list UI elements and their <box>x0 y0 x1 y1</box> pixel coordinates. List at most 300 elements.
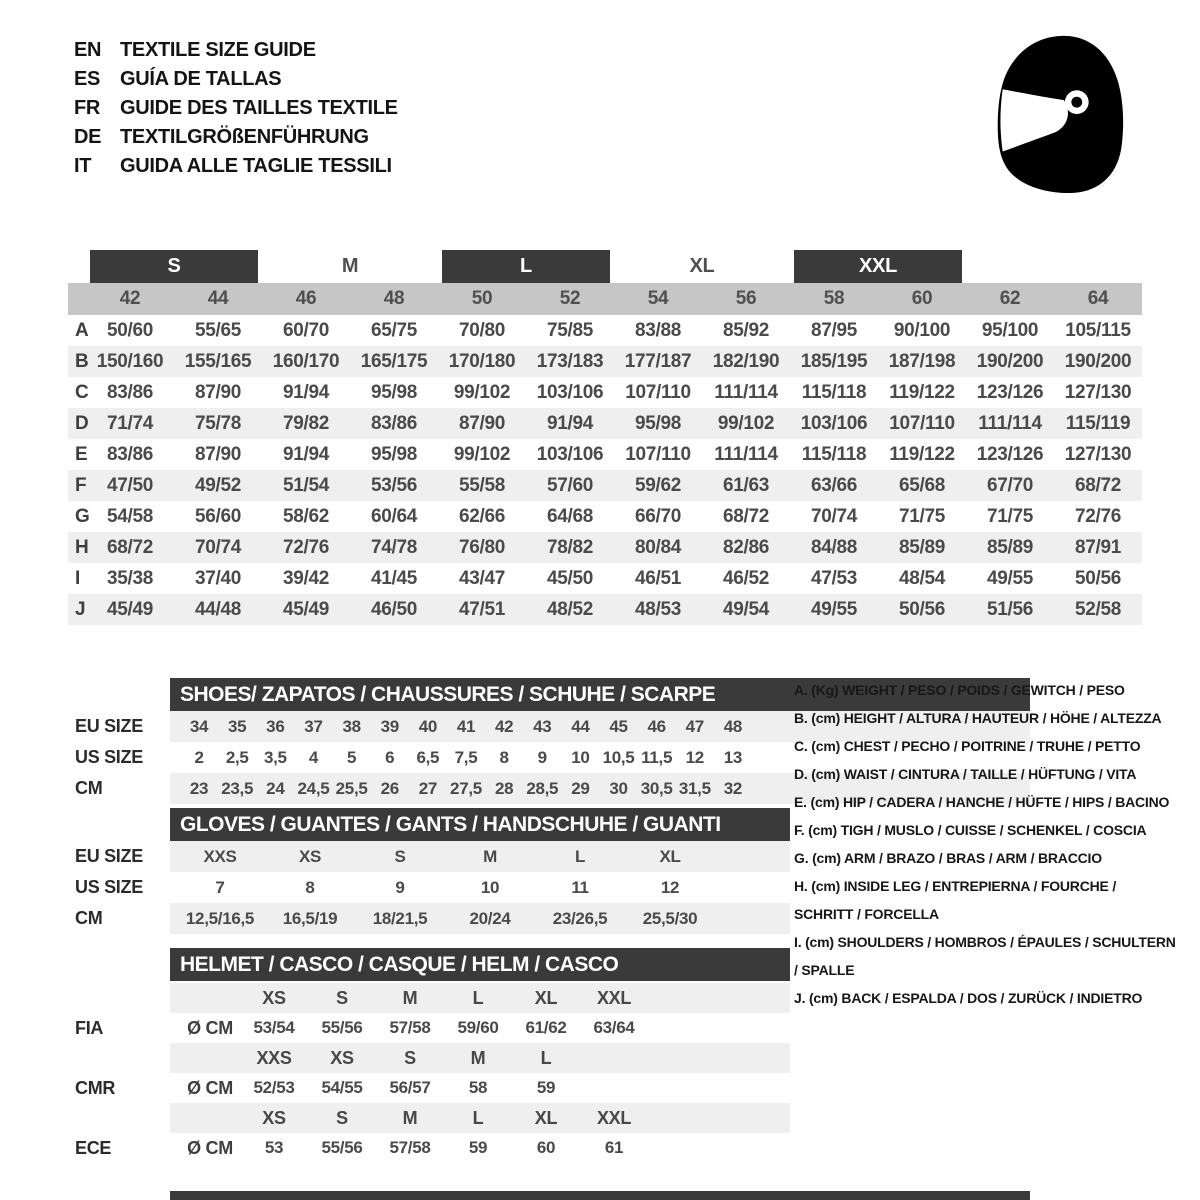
size-cell: 182/190 <box>712 350 780 372</box>
row-values <box>180 1013 780 1043</box>
size-group-xxl: XXL <box>794 250 962 283</box>
value-cell: 59 <box>536 1078 556 1097</box>
diameter-label: Ø CM <box>187 1017 233 1038</box>
size-cell: 71/75 <box>986 505 1034 527</box>
value-cell: 23 <box>189 778 209 798</box>
size-cell: 107/110 <box>625 443 691 465</box>
apparel-row <box>68 377 1142 408</box>
size-cell: 127/130 <box>1064 443 1132 465</box>
size-cell: 70/74 <box>810 505 858 527</box>
language-row <box>74 94 398 123</box>
size-cell: 56/60 <box>194 505 242 527</box>
size-label: M <box>402 1107 418 1128</box>
size-cell: 61/63 <box>722 474 770 496</box>
value-cell: 57/58 <box>389 1138 431 1157</box>
size-cell: 46/50 <box>370 598 418 620</box>
value-cell: 35 <box>228 716 247 736</box>
value-cell: 45 <box>609 716 628 736</box>
value-cell: 31,5 <box>678 778 711 798</box>
value-cell: 27 <box>418 778 438 798</box>
size-cell: 68/72 <box>1074 474 1122 496</box>
language-code: ES <box>74 68 101 90</box>
size-cell: 71/75 <box>898 505 946 527</box>
row-values <box>180 773 752 804</box>
size-cell: 85/89 <box>898 536 946 558</box>
value-cell: 61 <box>604 1138 624 1157</box>
size-cell: 48/52 <box>546 598 594 620</box>
size-cell: 95/100 <box>981 319 1039 341</box>
size-group-m: M <box>341 255 359 277</box>
value-cell: XL <box>659 846 681 866</box>
value-cell: 7,5 <box>454 747 478 767</box>
size-cell: 65/68 <box>898 474 946 496</box>
language-code: DE <box>74 126 102 148</box>
helmet-size-row <box>0 1043 1200 1073</box>
size-cell: 49/54 <box>722 598 770 620</box>
row-label: US SIZE <box>75 747 143 767</box>
language-code: FR <box>74 97 101 119</box>
size-cell: 67/70 <box>986 474 1034 496</box>
size-cell: 83/88 <box>634 319 682 341</box>
apparel-row <box>68 563 1142 594</box>
size-cell: 111/114 <box>978 412 1042 434</box>
size-cell: 59/62 <box>634 474 682 496</box>
size-cell: 91/94 <box>546 412 594 434</box>
size-label: S <box>336 1107 348 1128</box>
row-letter: I <box>75 567 80 589</box>
row-letter: G <box>75 505 90 527</box>
value-cell: 32 <box>723 778 743 798</box>
size-label: XXL <box>596 1107 632 1128</box>
size-group-s: S <box>90 250 258 283</box>
size-label: L <box>472 1107 484 1128</box>
size-cell: 45/50 <box>546 567 594 589</box>
size-cell: 53/56 <box>370 474 418 496</box>
legend-item: B. (cm) HEIGHT / ALTURA / HAUTEUR / HÖHE / ALTEZZA <box>794 710 1162 726</box>
language-row <box>74 65 398 94</box>
row-values <box>175 903 715 934</box>
value-cell: 59 <box>468 1138 488 1157</box>
size-cell: 60/70 <box>282 319 330 341</box>
helmet-section-header <box>170 948 790 981</box>
language-label: GUIDA ALLE TAGLIE TESSILI <box>120 155 392 177</box>
row-label: CM <box>75 908 103 928</box>
size-cell: 52/58 <box>1074 598 1122 620</box>
size-cell: 46/51 <box>634 567 682 589</box>
gloves-section-title: GLOVES / GUANTES / GANTS / HANDSCHUHE / GUANTI <box>180 812 721 836</box>
size-cell: 50/60 <box>106 319 154 341</box>
size-cell: 173/183 <box>536 350 604 372</box>
gloves-section-header <box>170 808 790 841</box>
value-cell: 10 <box>571 747 590 767</box>
size-cell: 75/85 <box>546 319 594 341</box>
size-label: XS <box>262 1107 286 1128</box>
size-cell: 91/94 <box>282 443 330 465</box>
size-cell: 111/114 <box>714 381 778 403</box>
size-label: XXS <box>256 1047 292 1068</box>
size-tick: 58 <box>823 288 845 309</box>
value-cell: 40 <box>418 716 438 736</box>
size-cell: 95/98 <box>370 443 418 465</box>
size-cell: 85/89 <box>986 536 1034 558</box>
apparel-row <box>68 594 1142 625</box>
size-tick: 64 <box>1087 288 1109 309</box>
language-label: GUIDE DES TAILLES TEXTILE <box>120 97 398 119</box>
size-cell: 99/102 <box>453 443 511 465</box>
helmet-icon <box>983 30 1135 198</box>
value-cell: 44 <box>571 716 590 736</box>
strip-spacer <box>68 283 86 315</box>
size-cell: 103/106 <box>536 381 604 403</box>
size-cell: 90/100 <box>893 319 951 341</box>
value-cell: 60 <box>536 1138 556 1157</box>
size-cell: 170/180 <box>448 350 516 372</box>
size-label: S <box>336 987 348 1008</box>
row-letter: F <box>75 474 87 496</box>
row-values <box>180 1073 780 1103</box>
value-cell: 24 <box>266 778 285 798</box>
value-cell: 8 <box>305 877 315 897</box>
value-cell: 2 <box>194 747 204 767</box>
size-cell: 99/102 <box>717 412 775 434</box>
row-values <box>175 841 715 872</box>
row-values <box>180 983 780 1013</box>
size-cell: 150/160 <box>96 350 164 372</box>
size-cell: 82/86 <box>722 536 770 558</box>
value-cell: 61/62 <box>525 1018 567 1037</box>
size-cell: 87/90 <box>458 412 506 434</box>
size-cell: 103/106 <box>800 412 868 434</box>
value-cell: 25,5 <box>335 778 368 798</box>
value-cell: 38 <box>342 716 361 736</box>
value-cell: 34 <box>189 716 209 736</box>
value-cell: 16,5/19 <box>282 908 338 928</box>
helmet-section-title: HELMET / CASCO / CASQUE / HELM / CASCO <box>180 952 619 976</box>
size-label: XL <box>534 987 558 1008</box>
value-cell: 46 <box>647 716 666 736</box>
standard-label: CMR <box>75 1077 116 1098</box>
row-letter: A <box>75 319 89 341</box>
value-cell: 23,5 <box>221 778 254 798</box>
size-tick: 56 <box>735 288 757 309</box>
value-cell: L <box>574 846 586 866</box>
size-tick: 54 <box>647 288 669 309</box>
size-cell: 95/98 <box>634 412 682 434</box>
value-cell: 54/55 <box>321 1078 363 1097</box>
size-cell: 49/55 <box>986 567 1034 589</box>
value-cell: 26 <box>380 778 399 798</box>
diameter-spacer <box>180 1103 240 1133</box>
apparel-row <box>68 532 1142 563</box>
value-cell: 24,5 <box>297 778 330 798</box>
size-cell: 95/98 <box>370 381 418 403</box>
size-cell: 187/198 <box>888 350 956 372</box>
value-cell: 7 <box>215 877 225 897</box>
size-cell: 80/84 <box>634 536 682 558</box>
size-cell: 119/122 <box>889 443 955 465</box>
value-cell: S <box>394 846 406 866</box>
value-cell: 30,5 <box>640 778 673 798</box>
size-cell: 160/170 <box>272 350 340 372</box>
value-cell: 48 <box>723 716 743 736</box>
language-list <box>74 36 398 181</box>
size-cell: 62/66 <box>458 505 506 527</box>
size-cell: 48/53 <box>634 598 682 620</box>
value-cell: 43 <box>533 716 552 736</box>
row-label: EU SIZE <box>75 846 143 866</box>
value-cell: 28 <box>494 778 514 798</box>
size-cell: 70/74 <box>194 536 242 558</box>
size-cell: 64/68 <box>546 505 594 527</box>
size-cell: 123/126 <box>976 443 1044 465</box>
size-cell: 83/86 <box>106 443 154 465</box>
size-cell: 35/38 <box>106 567 154 589</box>
value-cell: 42 <box>494 716 514 736</box>
legend-item: D. (cm) WAIST / CINTURA / TAILLE / HÜFTUNG / VITA <box>794 766 1137 782</box>
size-label: XS <box>330 1047 354 1068</box>
value-cell: M <box>483 846 497 866</box>
value-cell: 23/26,5 <box>552 908 608 928</box>
value-cell: 3,5 <box>263 747 287 767</box>
size-group-xl: XL <box>689 255 715 277</box>
value-cell: 12 <box>685 747 704 767</box>
size-cell: 51/54 <box>282 474 330 496</box>
value-cell: 36 <box>266 716 285 736</box>
size-cell: 119/122 <box>889 381 955 403</box>
legend-item: H. (cm) INSIDE LEG / ENTREPIERNA / FOURCHE / SCHRITT / FORCELLA <box>794 878 1117 922</box>
size-tick: 44 <box>207 288 229 309</box>
value-cell: XS <box>298 846 322 866</box>
size-tick: 42 <box>119 288 141 309</box>
value-cell: 25,5/30 <box>642 908 698 928</box>
value-cell: 4 <box>308 747 319 767</box>
row-values <box>180 711 752 742</box>
value-cell: 30 <box>609 778 628 798</box>
size-cell: 48/54 <box>898 567 946 589</box>
size-label: M <box>470 1047 486 1068</box>
size-cell: 49/55 <box>810 598 858 620</box>
size-cell: 47/53 <box>810 567 858 589</box>
size-cell: 155/165 <box>184 350 252 372</box>
value-cell: 53/54 <box>253 1018 295 1037</box>
size-cell: 50/56 <box>898 598 946 620</box>
size-cell: 78/82 <box>546 536 594 558</box>
size-cell: 54/58 <box>106 505 154 527</box>
size-cell: 58/62 <box>282 505 330 527</box>
size-group-l: L <box>442 250 610 283</box>
size-cell: 72/76 <box>282 536 330 558</box>
language-row <box>74 152 398 181</box>
size-cell: 83/86 <box>370 412 418 434</box>
value-cell: 28,5 <box>526 778 559 798</box>
standard-label: ECE <box>75 1137 112 1158</box>
size-cell: 83/86 <box>106 381 154 403</box>
shoes-section-title: SHOES/ ZAPATOS / CHAUSSURES / SCHUHE / SCARPE <box>180 682 716 706</box>
size-cell: 70/80 <box>458 319 506 341</box>
legend-item: E. (cm) HIP / CADERA / HANCHE / HÜFTE / HIPS / BACINO <box>794 794 1170 810</box>
value-cell: 53 <box>264 1138 284 1157</box>
size-cell: 50/56 <box>1074 567 1122 589</box>
size-cell: 39/42 <box>282 567 330 589</box>
size-cell: 71/74 <box>106 412 154 434</box>
size-cell: 87/95 <box>810 319 858 341</box>
value-cell: 9 <box>395 877 405 897</box>
legend-item: J. (cm) BACK / ESPALDA / DOS / ZURÜCK / INDIETRO <box>794 990 1143 1006</box>
value-cell: 18/21,5 <box>372 908 428 928</box>
size-label: M <box>402 987 418 1008</box>
size-cell: 76/80 <box>458 536 506 558</box>
size-cell: 84/88 <box>810 536 858 558</box>
size-cell: 115/119 <box>1065 412 1131 434</box>
size-cell: 87/90 <box>194 443 242 465</box>
value-cell: 10 <box>480 877 500 897</box>
legend-item: I. (cm) SHOULDERS / HOMBROS / ÉPAULES / SCHULTERN / SPALLE <box>794 934 1176 978</box>
size-cell: 91/94 <box>282 381 330 403</box>
size-cell: 37/40 <box>194 567 242 589</box>
apparel-row <box>68 501 1142 532</box>
diameter-label: Ø CM <box>187 1137 233 1158</box>
size-cell: 185/195 <box>800 350 868 372</box>
size-tick: 60 <box>911 288 933 309</box>
language-code: EN <box>74 39 102 61</box>
row-label: EU SIZE <box>75 716 143 736</box>
size-cell: 68/72 <box>106 536 154 558</box>
value-cell: 27,5 <box>450 778 482 798</box>
size-cell: 44/48 <box>194 598 242 620</box>
size-cell: 105/115 <box>1065 319 1131 341</box>
legend-item: G. (cm) ARM / BRAZO / BRAS / ARM / BRACCIO <box>794 850 1102 866</box>
size-label: XXL <box>596 987 632 1008</box>
size-cell: 99/102 <box>453 381 511 403</box>
size-cell: 60/64 <box>370 505 418 527</box>
value-cell: 37 <box>304 716 323 736</box>
apparel-row <box>68 439 1142 470</box>
language-label: GUÍA DE TALLAS <box>120 68 282 90</box>
standard-label: FIA <box>75 1017 104 1038</box>
value-cell: 20/24 <box>469 908 511 928</box>
row-values <box>175 872 715 903</box>
language-row <box>74 123 398 152</box>
size-cell: 74/78 <box>370 536 418 558</box>
size-cell: 111/114 <box>714 443 778 465</box>
size-tick: 62 <box>999 288 1021 309</box>
apparel-row <box>68 470 1142 501</box>
helmet-value-row <box>0 1073 1200 1103</box>
helmet-value-row <box>0 1013 1200 1043</box>
value-cell: 12,5/16,5 <box>185 908 255 928</box>
language-label: TEXTILE SIZE GUIDE <box>120 39 316 61</box>
size-cell: 65/75 <box>370 319 418 341</box>
row-values <box>180 1043 780 1073</box>
row-letter: E <box>75 443 88 465</box>
size-cell: 68/72 <box>722 505 770 527</box>
value-cell: 63/64 <box>593 1018 635 1037</box>
language-row <box>74 36 398 65</box>
diameter-spacer <box>180 983 240 1013</box>
legend-item: A. (Kg) WEIGHT / PESO / POIDS / GEWITCH / PESO <box>794 682 1125 698</box>
value-cell: 6,5 <box>416 747 440 767</box>
size-cell: 45/49 <box>282 598 330 620</box>
size-cell: 107/110 <box>625 381 691 403</box>
size-cell: 115/118 <box>801 443 867 465</box>
size-tick: 48 <box>383 288 405 309</box>
legend-item: C. (cm) CHEST / PECHO / POITRINE / TRUHE / PETTO <box>794 738 1141 754</box>
value-cell: XXS <box>203 846 237 866</box>
value-cell: 5 <box>347 747 357 767</box>
cropped-next-section-bar <box>170 1191 1030 1200</box>
value-cell: 57/58 <box>389 1018 431 1037</box>
size-cell: 63/66 <box>810 474 858 496</box>
row-letter: D <box>75 412 89 434</box>
row-values <box>180 1133 780 1163</box>
size-cell: 123/126 <box>976 381 1044 403</box>
value-cell: 11,5 <box>641 747 673 767</box>
value-cell: 13 <box>723 747 743 767</box>
value-cell: 55/56 <box>321 1018 363 1037</box>
language-code: IT <box>74 155 92 177</box>
language-label: TEXTILGRÖßENFÜHRUNG <box>120 126 369 148</box>
size-tick: 46 <box>295 288 317 309</box>
row-values <box>180 742 752 773</box>
size-cell: 66/70 <box>634 505 682 527</box>
size-cell: 55/58 <box>458 474 506 496</box>
row-values <box>180 1103 780 1133</box>
row-letter: B <box>75 350 89 372</box>
apparel-measurement-table <box>68 315 1142 625</box>
size-cell: 107/110 <box>889 412 955 434</box>
size-cell: 41/45 <box>370 567 418 589</box>
size-cell: 46/52 <box>722 567 770 589</box>
size-tick: 50 <box>471 288 493 309</box>
size-cell: 177/187 <box>624 350 692 372</box>
row-letter: J <box>75 598 86 620</box>
size-cell: 55/65 <box>194 319 242 341</box>
size-label: XL <box>534 1107 558 1128</box>
value-cell: 59/60 <box>457 1018 499 1037</box>
size-cell: 85/92 <box>722 319 770 341</box>
size-label: XS <box>262 987 286 1008</box>
diameter-label: Ø CM <box>187 1077 233 1098</box>
value-cell: 6 <box>385 747 395 767</box>
size-label: L <box>472 987 484 1008</box>
apparel-size-strip <box>68 283 1142 315</box>
value-cell: 58 <box>468 1078 488 1097</box>
row-letter: C <box>75 381 89 403</box>
size-cell: 43/47 <box>458 567 506 589</box>
value-cell: 56/57 <box>389 1078 431 1097</box>
value-cell: 52/53 <box>253 1078 295 1097</box>
value-cell: 10,5 <box>602 747 635 767</box>
apparel-row <box>68 408 1142 439</box>
value-cell: 11 <box>571 877 589 897</box>
size-cell: 51/56 <box>986 598 1034 620</box>
value-cell: 39 <box>380 716 399 736</box>
helmet-value-row <box>0 1133 1200 1163</box>
value-cell: 8 <box>499 747 509 767</box>
size-cell: 57/60 <box>546 474 594 496</box>
diameter-spacer <box>180 1043 240 1073</box>
size-label: L <box>540 1047 552 1068</box>
value-cell: 29 <box>571 778 590 798</box>
value-cell: 41 <box>456 716 476 736</box>
size-cell: 115/118 <box>801 381 867 403</box>
row-label: CM <box>75 778 103 798</box>
size-cell: 47/51 <box>458 598 506 620</box>
size-cell: 45/49 <box>106 598 154 620</box>
size-cell: 87/90 <box>194 381 242 403</box>
size-cell: 75/78 <box>194 412 242 434</box>
value-cell: 12 <box>660 877 680 897</box>
